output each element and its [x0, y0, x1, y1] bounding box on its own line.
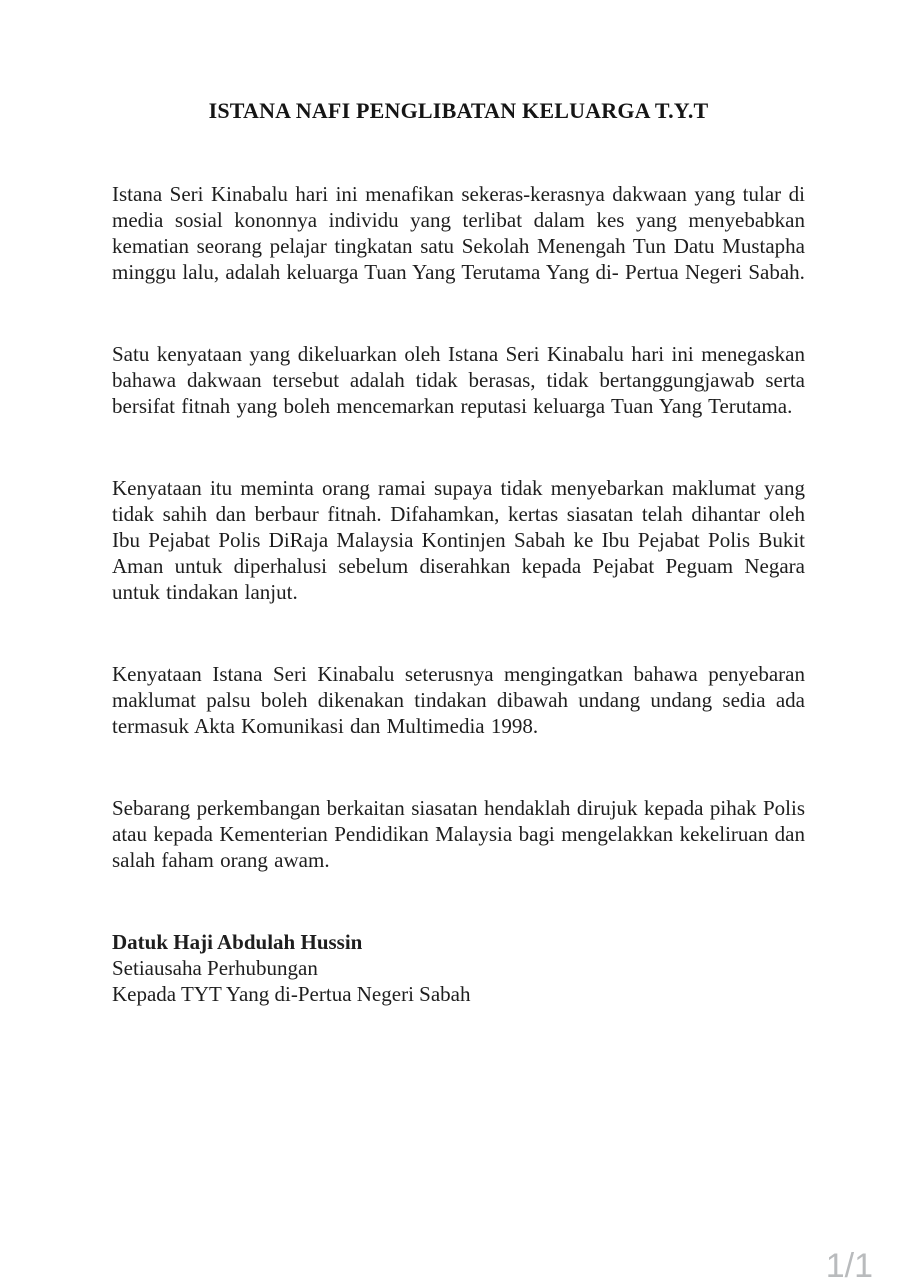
paragraph-2: Satu kenyataan yang dikeluarkan oleh Istana Seri Kinabalu hari ini menegaskan bahawa dakwaan tersebut adalah tidak berasas, tidak bertanggungjawab serta bersifat fitnah yang boleh mencemarkan reputasi keluarga Tuan Yang Terutama.: [112, 342, 805, 418]
paragraph-3: Kenyataan itu meminta orang ramai supaya tidak menyebarkan maklumat yang tidak sahih dan berbaur fitnah. Difahamkan, kertas siasatan telah dihantar oleh Ibu Pejabat Polis DiRaja Malaysia Kontinjen Sabah ke Ibu Pejabat Polis Bukit Aman untuk diperhalusi sebelum diserahkan kepada Pejabat Peguam Negara untuk tindakan lanjut.: [112, 476, 805, 604]
paragraph-1: Istana Seri Kinabalu hari ini menafikan sekeras-kerasnya dakwaan yang tular di media sosial kononnya individu yang terlibat dalam kes yang menyebabkan kematian seorang pelajar tingkatan satu Sekolah Menengah Tun Datu Mustapha minggu lalu, adalah keluarga Tuan Yang Terutama Yang di- Pertua Negeri Sabah.: [112, 182, 805, 284]
signature-block: [112, 929, 805, 1007]
document-title: ISTANA NAFI PENGLIBATAN KELUARGA T.Y.T: [208, 98, 709, 123]
paragraph-5: Sebarang perkembangan berkaitan siasatan hendaklah dirujuk kepada pihak Polis atau kepada Kementerian Pendidikan Malaysia bagi mengelakkan kekeliruan dan salah faham orang awam.: [112, 796, 805, 872]
signatory-organization: Kepada TYT Yang di-Pertua Negeri Sabah: [112, 982, 471, 1006]
paragraph-4: Kenyataan Istana Seri Kinabalu seterusnya mengingatkan bahawa penyebaran maklumat palsu boleh dikenakan tindakan dibawah undang undang sedia ada termasuk Akta Komunikasi dan Multimedia 1998.: [112, 662, 805, 738]
page-indicator: 1/1: [825, 1247, 873, 1280]
signatory-name: Datuk Haji Abdulah Hussin: [112, 930, 363, 954]
signatory-role: Setiausaha Perhubungan: [112, 956, 318, 980]
